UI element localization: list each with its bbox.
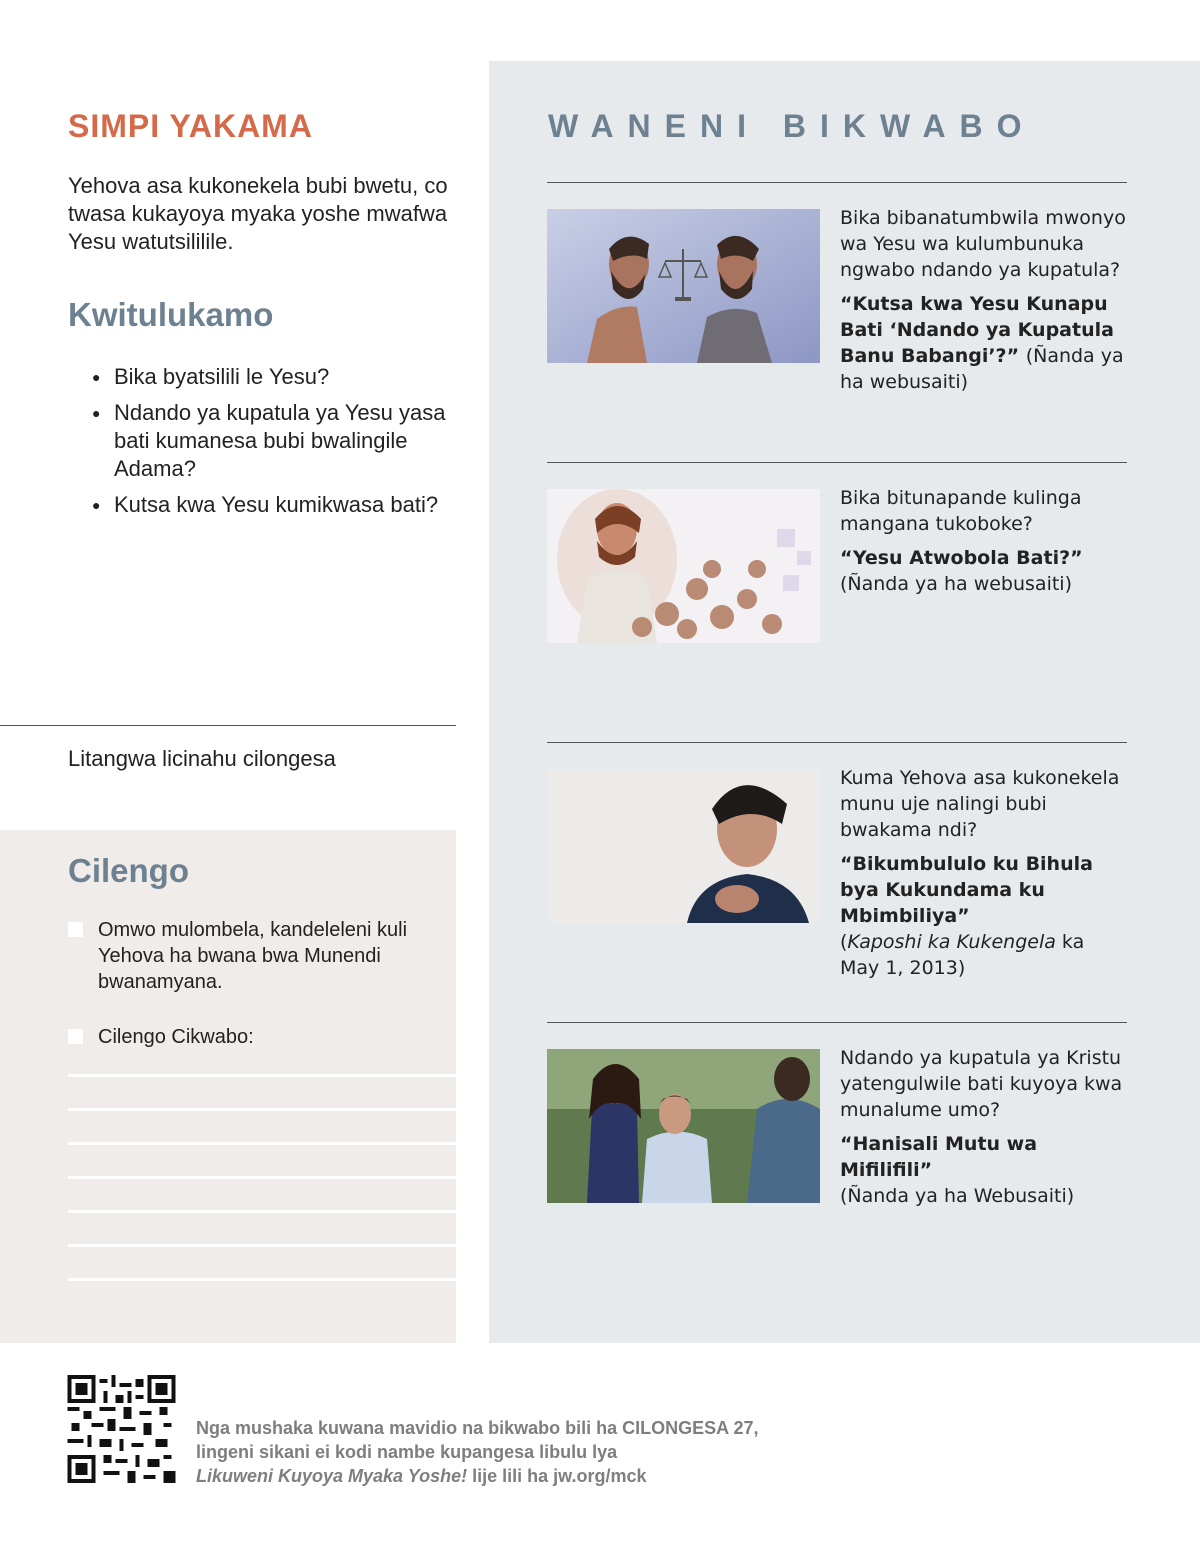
resource-question: Ndando ya kupatula ya Kristu yatengulwile bati kuyoya kwa munalume umo? <box>840 1047 1123 1121</box>
divider <box>547 742 1127 743</box>
write-line[interactable] <box>68 1244 456 1247</box>
summary-text: Yehova asa kukonekela bubi bwetu, co twasa kukayoya myaka yoshe mwafwa Yesu watutsililile. <box>68 173 448 254</box>
write-line[interactable] <box>68 1210 456 1213</box>
related-resources-title: WANENI BIKWABO <box>548 108 1036 144</box>
footer-note: Nga mushaka kuwana mavidio na bikwabo bili ha CILONGESA 27, lingeni sikani ei kodi nambe kupangesa libulu lya Likuweni Kuyoya Myaka Yoshe! lije lili ha jw.org/mck <box>196 1418 759 1486</box>
write-line[interactable] <box>68 1108 456 1111</box>
resource-question: Kuma Yehova asa kukonekela munu uje nalingi bubi bwakama ndi? <box>840 767 1120 841</box>
resource-image-praying[interactable] <box>547 769 820 923</box>
goal-item: Omwo mulombela, kandeleleni kuli Yehova ha bwana bwa Munendi bwanamyana. <box>68 917 428 995</box>
resource-link[interactable]: “Kutsa kwa Yesu Kunapu Bati ‘Ndando ya Kupatula Banu Babangi’?” (Ñanda ya ha webusaiti) <box>840 293 1124 393</box>
resource-image-scale[interactable] <box>547 209 820 363</box>
resource-card-4 <box>840 1045 1126 1209</box>
resource-question: Bika bibanatumbwila mwonyo wa Yesu wa kulumbunuka ngwabo ndando ya kupatula? <box>840 207 1126 281</box>
vocab-label: Litangwa licinahu cilongesa <box>68 746 336 771</box>
resource-question: Bika bitunapande kulinga mangana tukoboke? <box>840 487 1082 535</box>
goal-heading: Cilengo <box>68 852 189 889</box>
review-heading: Kwitulukamo <box>68 296 274 333</box>
resource-link[interactable]: “Hanisali Mutu wa Mifilifili” <box>840 1133 1038 1181</box>
resource-link[interactable]: “Bikumbululo ku Bihula bya Kukundama ku Mbimbiliya” <box>840 853 1093 927</box>
write-line[interactable] <box>68 1278 456 1281</box>
list-item: ● Ndando ya kupatula ya Yesu yasa bati kumanesa bubi bwalingile Adama? <box>92 399 462 483</box>
resource-source: (Kaposhi ka Kukengela ka May 1, 2013) <box>840 931 1085 979</box>
summary-heading: SIMPI YAKAMA <box>68 108 313 144</box>
divider <box>547 182 1127 183</box>
checkbox[interactable] <box>68 922 83 937</box>
resource-card-2 <box>840 485 1126 597</box>
checkbox[interactable] <box>68 1029 83 1044</box>
write-line[interactable] <box>68 1074 456 1077</box>
qr-code-icon[interactable] <box>67 1375 176 1483</box>
goal-panel <box>0 830 456 1343</box>
list-item: ● Bika byatsilili le Yesu? <box>92 363 462 391</box>
divider <box>0 725 456 726</box>
write-line[interactable] <box>68 1176 456 1179</box>
write-line[interactable] <box>68 1142 456 1145</box>
review-questions <box>92 363 462 527</box>
resource-card-3 <box>840 765 1126 981</box>
resource-image-collage[interactable] <box>547 489 820 643</box>
resource-source: (Ñanda ya ha webusaiti) <box>840 573 1072 595</box>
divider <box>547 1022 1127 1023</box>
resource-card-1 <box>840 205 1126 395</box>
list-item: ● Kutsa kwa Yesu kumikwasa bati? <box>92 491 462 519</box>
resource-image-group[interactable] <box>547 1049 820 1203</box>
resource-link[interactable]: “Yesu Atwobola Bati?” <box>840 547 1083 569</box>
divider <box>547 462 1127 463</box>
goal-item-other: Cilengo Cikwabo: <box>68 1024 428 1050</box>
resource-source: (Ñanda ya ha Webusaiti) <box>840 1185 1075 1207</box>
